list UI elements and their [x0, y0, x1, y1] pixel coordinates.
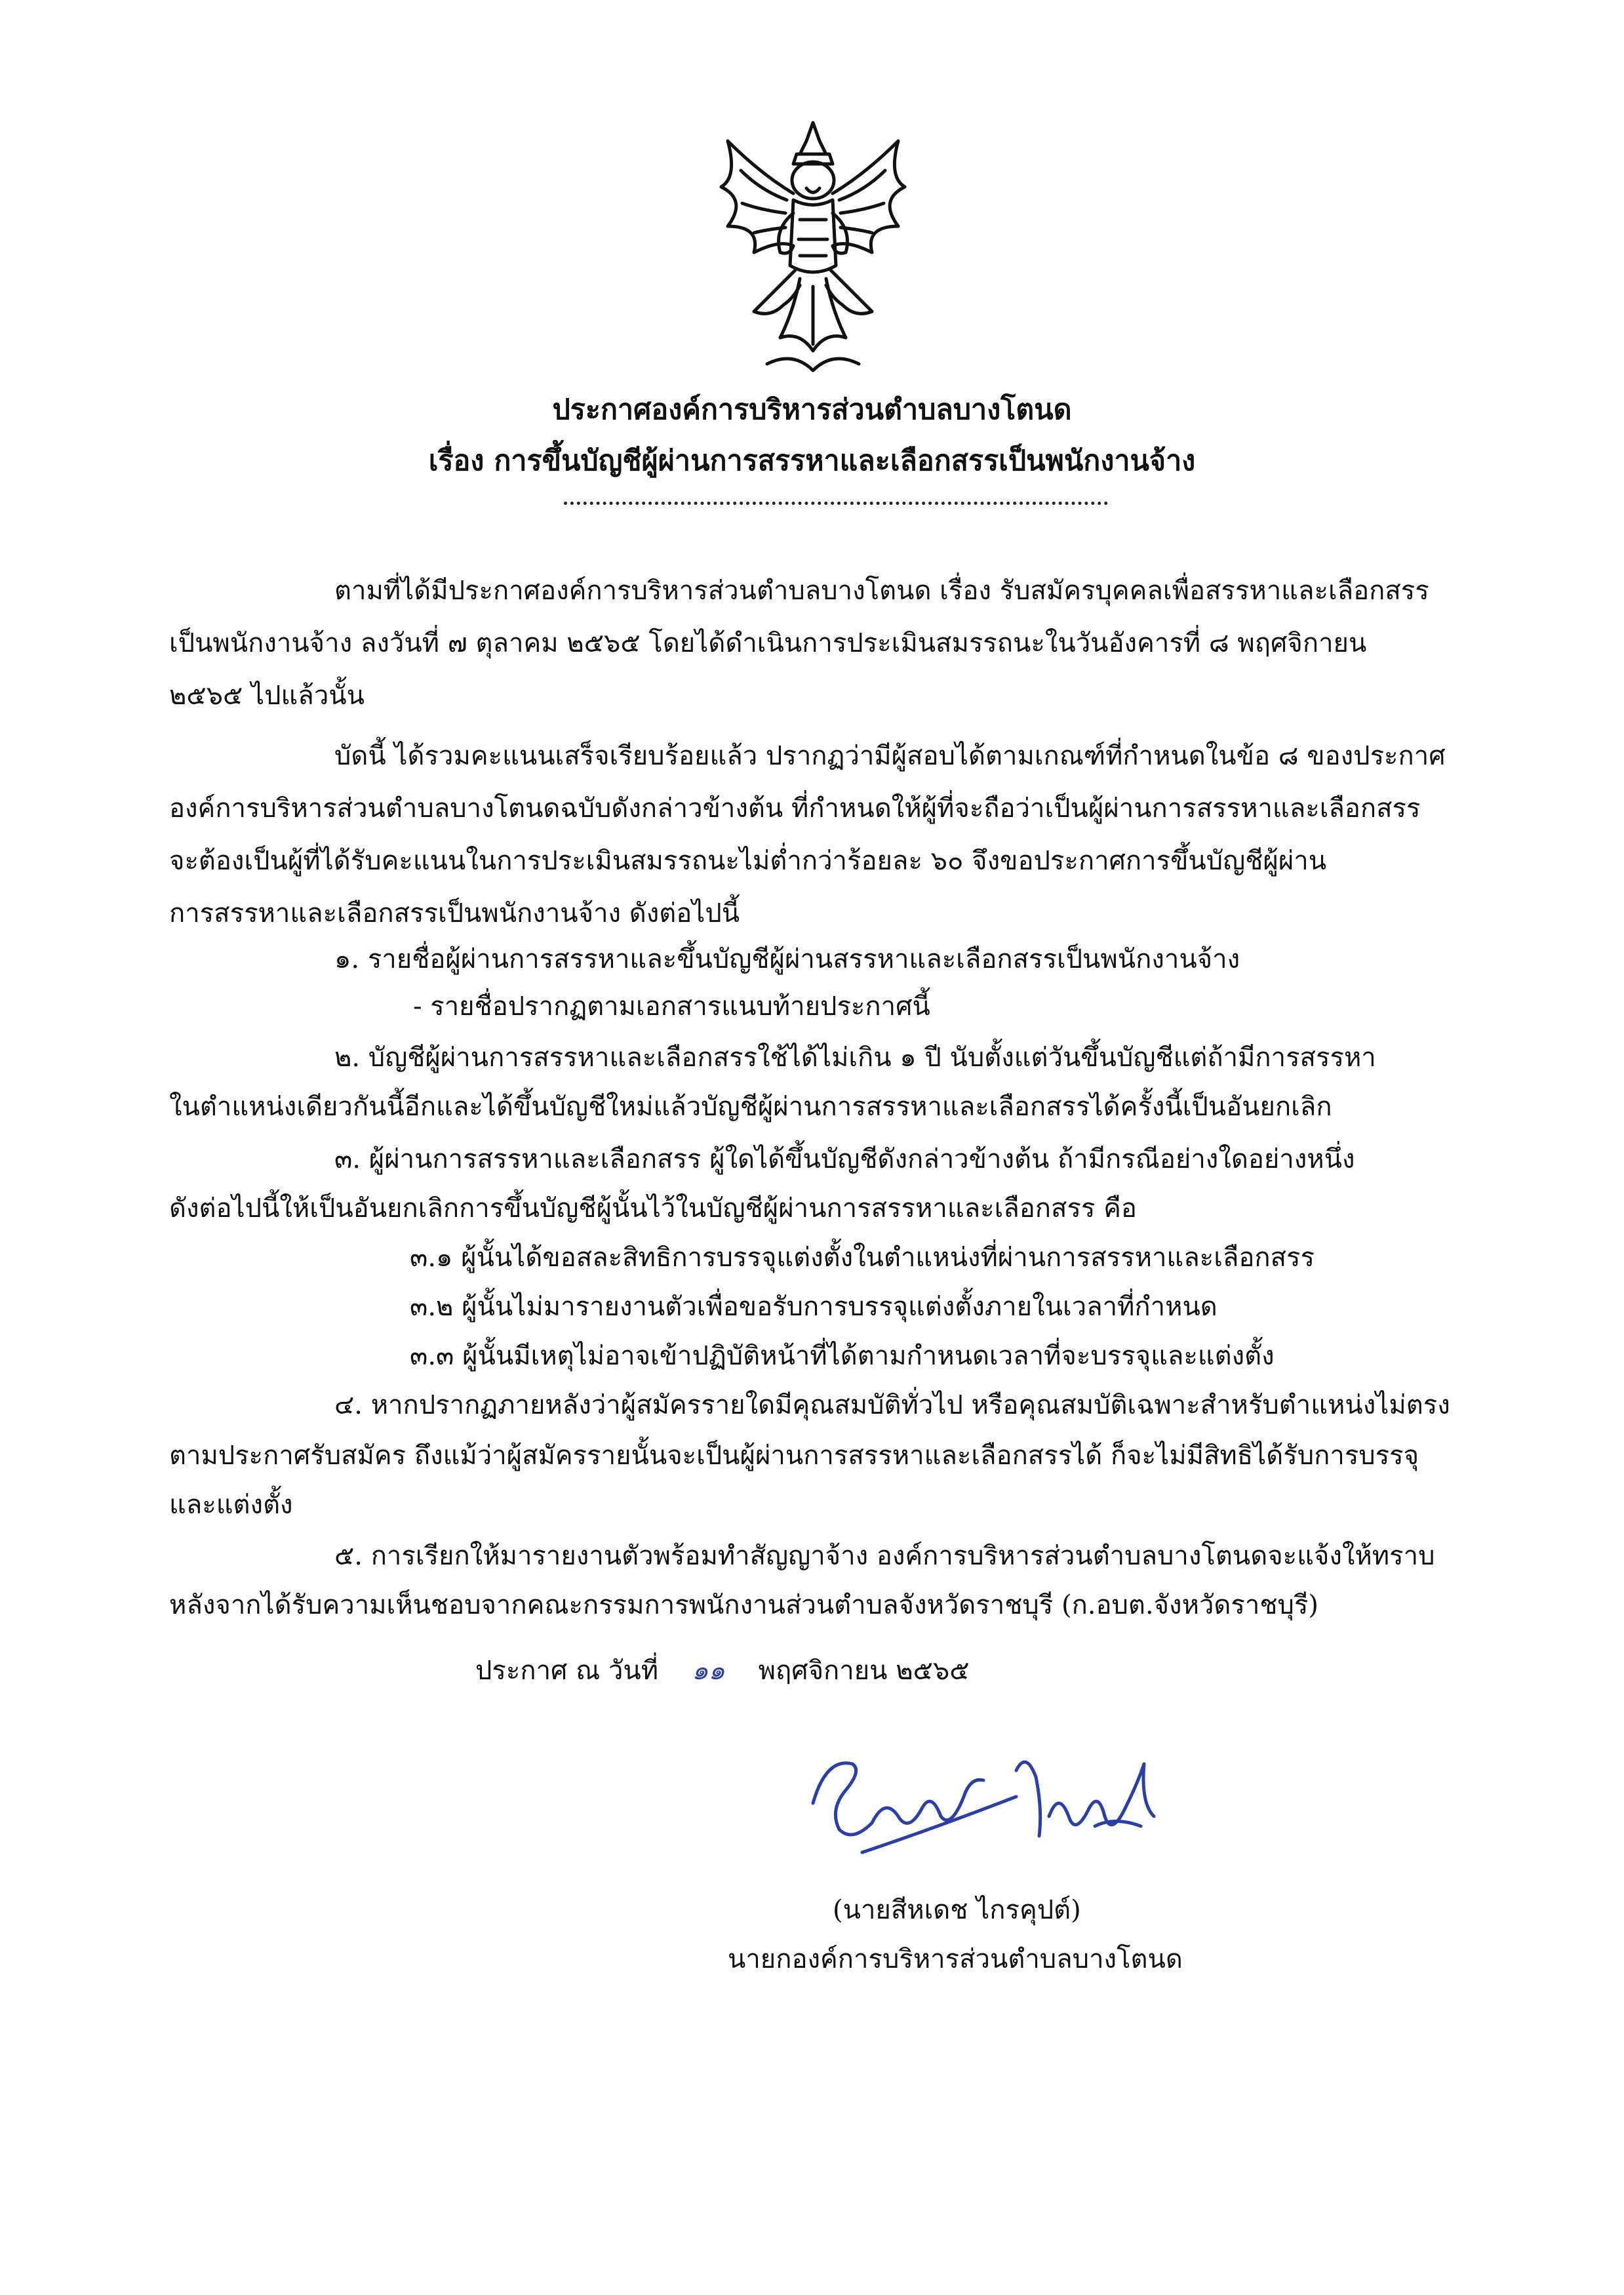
- item3-line-2: ดังต่อไปนี้ให้เป็นอันยกเลิกการขึ้นบัญชีผู้นั้นไว้ในบัญชีผู้ผ่านการสรรหาและเลือกสรร คือ: [169, 1193, 1137, 1224]
- item1-sub-line: - รายชื่อปรากฏตามเอกสารแนบท้ายประกาศนี้: [413, 991, 930, 1022]
- item4-line-2: ตามประกาศรับสมัคร ถึงแม้ว่าผู้สมัครรายนั้นจะเป็นผู้ผ่านการสรรหาและเลือกสรรได้ ก็จะไม่มีสิทธิได้รับการบรรจุ: [169, 1441, 1419, 1471]
- dotted-divider: [564, 502, 1108, 505]
- handwritten-signature: [800, 1718, 1167, 1869]
- document-title: ประกาศองค์การบริหารส่วนตำบลบางโตนด: [552, 393, 1072, 426]
- paragraph2-line-4: การสรรหาและเลือกสรรเป็นพนักงานจ้าง ดังต่อไปนี้: [169, 898, 740, 928]
- paragraph1-line-2: เป็นพนักงานจ้าง ลงวันที่ ๗ ตุลาคม ๒๕๖๕ โดยได้ดำเนินการประเมินสมรรถนะในวันอังคารที่ ๘ พฤศจิกายน: [169, 628, 1367, 658]
- item3-sub-3: ๓.๓ ผู้นั้นมีเหตุไม่อาจเข้าปฏิบัติหน้าที่ได้ตามกำหนดเวลาที่จะบรรจุและแต่งตั้ง: [410, 1341, 1275, 1371]
- item3-sub-1: ๓.๑ ผู้นั้นได้ขอสละสิทธิการบรรจุแต่งตั้งในตำแหน่งที่ผ่านการสรรหาและเลือกสรร: [410, 1243, 1315, 1273]
- announce-date: [475, 1649, 970, 1691]
- document-subject: เรื่อง การขึ้นบัญชีผู้ผ่านการสรรหาและเลือกสรรเป็นพนักงานจ้าง: [428, 445, 1196, 477]
- item1-line: ๑. รายชื่อผู้ผ่านการสรรหาและขึ้นบัญชีผู้ผ่านสรรหาและเลือกสรรเป็นพนักงานจ้าง: [334, 944, 1240, 974]
- item3-sub-2: ๓.๒ ผู้นั้นไม่มารายงานตัวเพื่อขอรับการบรรจุแต่งตั้งภายในเวลาที่กำหนด: [410, 1292, 1218, 1322]
- announce-day: ๑๑: [692, 1656, 725, 1686]
- signatory-name: (นายสีหเดช ไกรคุปต์): [833, 1895, 1081, 1925]
- paragraph1-line-3: ๒๕๖๕ ไปแล้วนั้น: [169, 681, 365, 711]
- garuda-emblem-icon: [702, 115, 924, 377]
- paragraph2-line-2: องค์การบริหารส่วนตำบลบางโตนดฉบับดังกล่าวข้างต้น ที่กำหนดให้ผู้ที่จะถือว่าเป็นผู้ผ่านการสรรหาและเลือกสรร: [169, 793, 1421, 824]
- item5-line-1: ๕. การเรียกให้มารายงานตัวพร้อมทำสัญญาจ้าง องค์การบริหารส่วนตำบลบางโตนดจะแจ้งให้ทราบ: [334, 1541, 1435, 1571]
- item3-line-1: ๓. ผู้ผ่านการสรรหาและเลือกสรร ผู้ใดได้ขึ้นบัญชีดังกล่าวข้างต้น ถ้ามีกรณีอย่างใดอย่างหนึ่ง: [334, 1144, 1355, 1174]
- paragraph2-line-3: จะต้องเป็นผู้ที่ได้รับคะแนนในการประเมินสมรรถนะไม่ต่ำกว่าร้อยละ ๖๐ จึงขอประกาศการขึ้นบัญชีผู้ผ่าน: [169, 846, 1327, 876]
- announce-month-year: พฤศจิกายน ๒๕๖๕: [758, 1656, 970, 1686]
- item4-line-3: และแต่งตั้ง: [169, 1490, 293, 1520]
- signatory-position: นายกองค์การบริหารส่วนตำบลบางโตนด: [728, 1944, 1183, 1974]
- item2-line-2: ในตำแหน่งเดียวกันนี้อีกและได้ขึ้นบัญชีใหม่แล้วบัญชีผู้ผ่านการสรรหาและเลือกสรรได้ครั้งนี้เป็นอันยกเลิก: [169, 1092, 1332, 1122]
- paragraph2-line-1: บัดนี้ ได้รวมคะแนนเสร็จเรียบร้อยแล้ว ปรากฏว่ามีผู้สอบได้ตามเกณฑ์ที่กำหนดในข้อ ๘ ของประกาศ: [334, 741, 1446, 771]
- item4-line-1: ๔. หากปรากฏภายหลังว่าผู้สมัครรายใดมีคุณสมบัติทั่วไป หรือคุณสมบัติเฉพาะสำหรับตำแหน่งไม่ตรง: [334, 1390, 1450, 1420]
- announce-prefix: ประกาศ ณ วันที่: [475, 1656, 659, 1686]
- item5-line-2: หลังจากได้รับความเห็นชอบจากคณะกรรมการพนักงานส่วนตำบลจังหวัดราชบุรี (ก.อบต.จังหวัดราชบุรี): [169, 1590, 1318, 1620]
- paragraph1-line-1: ตามที่ได้มีประกาศองค์การบริหารส่วนตำบลบางโตนด เรื่อง รับสมัครบุคคลเพื่อสรรหาและเลือกสรร: [334, 576, 1429, 606]
- item2-line-1: ๒. บัญชีผู้ผ่านการสรรหาและเลือกสรรใช้ได้ไม่เกิน ๑ ปี นับตั้งแต่วันขึ้นบัญชีแต่ถ้ามีการสรรหา: [334, 1043, 1376, 1073]
